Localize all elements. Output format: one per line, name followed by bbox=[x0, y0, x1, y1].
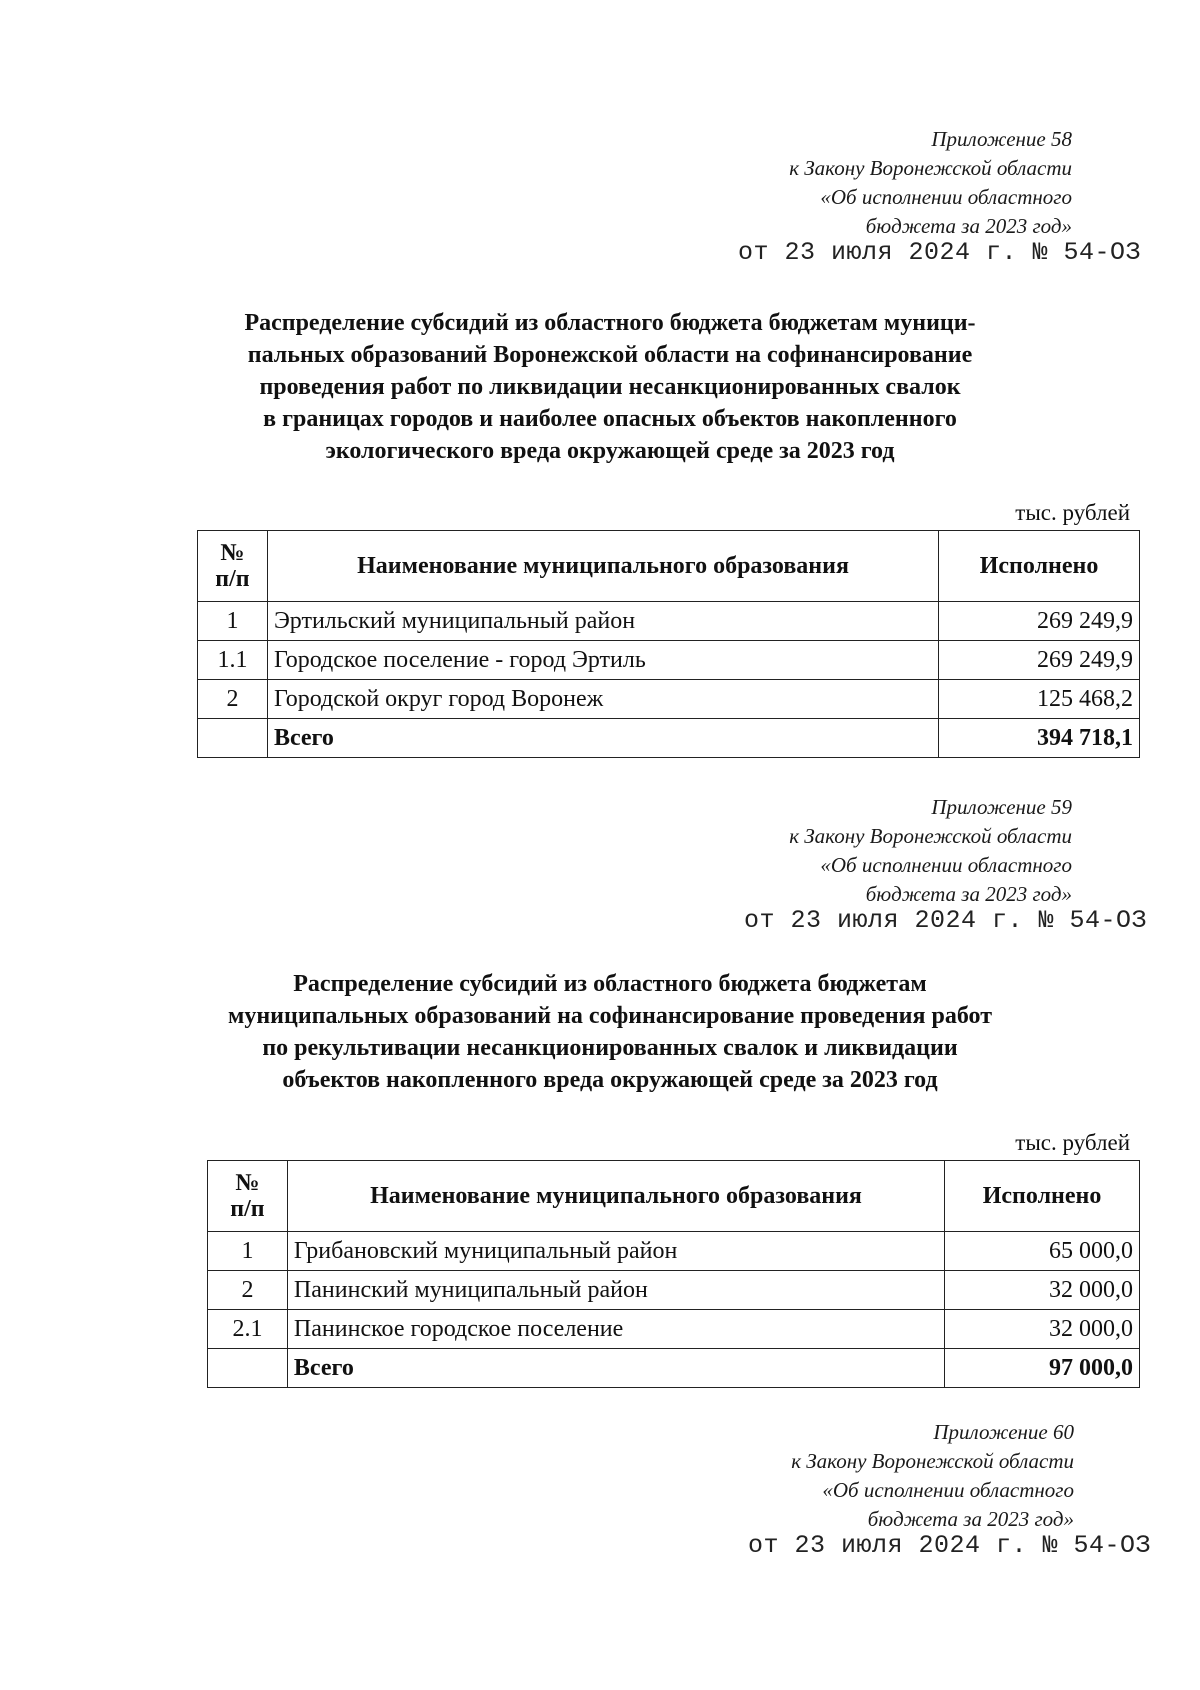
row-num: 2 bbox=[198, 680, 268, 719]
appendix-line: к Закону Воронежской области bbox=[791, 1449, 1074, 1473]
table-2 bbox=[207, 1160, 1140, 1388]
row-value: 32 000,0 bbox=[945, 1310, 1140, 1349]
total-label: Всего bbox=[267, 719, 938, 758]
header-name: Наименование муниципального образования bbox=[287, 1161, 944, 1232]
appendix-line: бюджета за 2023 год» bbox=[865, 882, 1072, 906]
row-name: Эртильский муниципальный район bbox=[267, 602, 938, 641]
appendix-59-header bbox=[789, 793, 1072, 909]
appendix-58-header bbox=[789, 125, 1072, 241]
row-name: Грибановский муниципальный район bbox=[287, 1232, 944, 1271]
row-value: 269 249,9 bbox=[939, 602, 1140, 641]
appendix-60-header bbox=[791, 1418, 1074, 1534]
title-line: в границах городов и наиболее опасных объектов накопленного bbox=[263, 406, 957, 432]
table-1-title bbox=[150, 307, 1070, 467]
row-name: Панинский муниципальный район bbox=[287, 1271, 944, 1310]
appendix-line: к Закону Воронежской области bbox=[789, 824, 1072, 848]
appendix-line: к Закону Воронежской области bbox=[789, 156, 1072, 180]
table-row bbox=[198, 641, 1140, 680]
row-value: 32 000,0 bbox=[945, 1271, 1140, 1310]
table-row bbox=[198, 602, 1140, 641]
row-num: 1 bbox=[198, 602, 268, 641]
header-num: № п/п bbox=[208, 1161, 288, 1232]
row-num: 2.1 bbox=[208, 1310, 288, 1349]
title-line: муниципальных образований на софинансирование проведения работ bbox=[227, 1003, 992, 1029]
row-num: 2 bbox=[208, 1271, 288, 1310]
law-date-stamp: от 23 июля 2024 г. № 54-ОЗ bbox=[738, 238, 1142, 267]
total-value: 97 000,0 bbox=[945, 1349, 1140, 1388]
table-total-row bbox=[198, 719, 1140, 758]
row-value: 65 000,0 bbox=[945, 1232, 1140, 1271]
header-name: Наименование муниципального образования bbox=[267, 531, 938, 602]
row-value: 125 468,2 bbox=[939, 680, 1140, 719]
total-value: 394 718,1 bbox=[939, 719, 1140, 758]
table-row bbox=[208, 1232, 1140, 1271]
title-line: Распределение субсидий из областного бюджета бюджетам bbox=[293, 971, 927, 997]
header-value: Исполнено bbox=[939, 531, 1140, 602]
total-num-cell bbox=[198, 719, 268, 758]
appendix-line: «Об исполнении областного bbox=[820, 853, 1072, 877]
row-name: Панинское городское поселение bbox=[287, 1310, 944, 1349]
header-num: № п/п bbox=[198, 531, 268, 602]
law-date-stamp: от 23 июля 2024 г. № 54-ОЗ bbox=[748, 1531, 1152, 1560]
table-header-row bbox=[198, 531, 1140, 602]
total-label: Всего bbox=[287, 1349, 944, 1388]
title-line: Распределение субсидий из областного бюджета бюджетам муници- bbox=[244, 310, 976, 336]
title-line: экологического вреда окружающей среде за 2023 год bbox=[325, 438, 895, 464]
appendix-line: «Об исполнении областного bbox=[820, 185, 1072, 209]
title-line: проведения работ по ликвидации несанкционированных свалок bbox=[259, 374, 961, 400]
title-line: пальных образований Воронежской области на софинансирование bbox=[247, 342, 973, 368]
table-2-title bbox=[150, 968, 1070, 1096]
appendix-line: бюджета за 2023 год» bbox=[865, 214, 1072, 238]
table-row bbox=[198, 680, 1140, 719]
table-1-unit: тыс. рублей bbox=[1015, 500, 1130, 525]
total-num-cell bbox=[208, 1349, 288, 1388]
row-num: 1.1 bbox=[198, 641, 268, 680]
row-num: 1 bbox=[208, 1232, 288, 1271]
row-name: Городской округ город Воронеж bbox=[267, 680, 938, 719]
table-2-unit: тыс. рублей bbox=[1015, 1130, 1130, 1155]
table-header-row bbox=[208, 1161, 1140, 1232]
appendix-line: Приложение 59 bbox=[931, 795, 1072, 819]
appendix-line: бюджета за 2023 год» bbox=[867, 1507, 1074, 1531]
title-line: объектов накопленного вреда окружающей среде за 2023 год bbox=[282, 1067, 938, 1093]
title-line: по рекультивации несанкционированных свалок и ликвидации bbox=[262, 1035, 958, 1061]
appendix-line: «Об исполнении областного bbox=[822, 1478, 1074, 1502]
table-1 bbox=[197, 530, 1140, 758]
row-name: Городское поселение - город Эртиль bbox=[267, 641, 938, 680]
table-total-row bbox=[208, 1349, 1140, 1388]
table-row bbox=[208, 1310, 1140, 1349]
header-value: Исполнено bbox=[945, 1161, 1140, 1232]
appendix-line: Приложение 60 bbox=[933, 1420, 1074, 1444]
row-value: 269 249,9 bbox=[939, 641, 1140, 680]
law-date-stamp: от 23 июля 2024 г. № 54-ОЗ bbox=[744, 906, 1148, 935]
table-row bbox=[208, 1271, 1140, 1310]
appendix-line: Приложение 58 bbox=[931, 127, 1072, 151]
